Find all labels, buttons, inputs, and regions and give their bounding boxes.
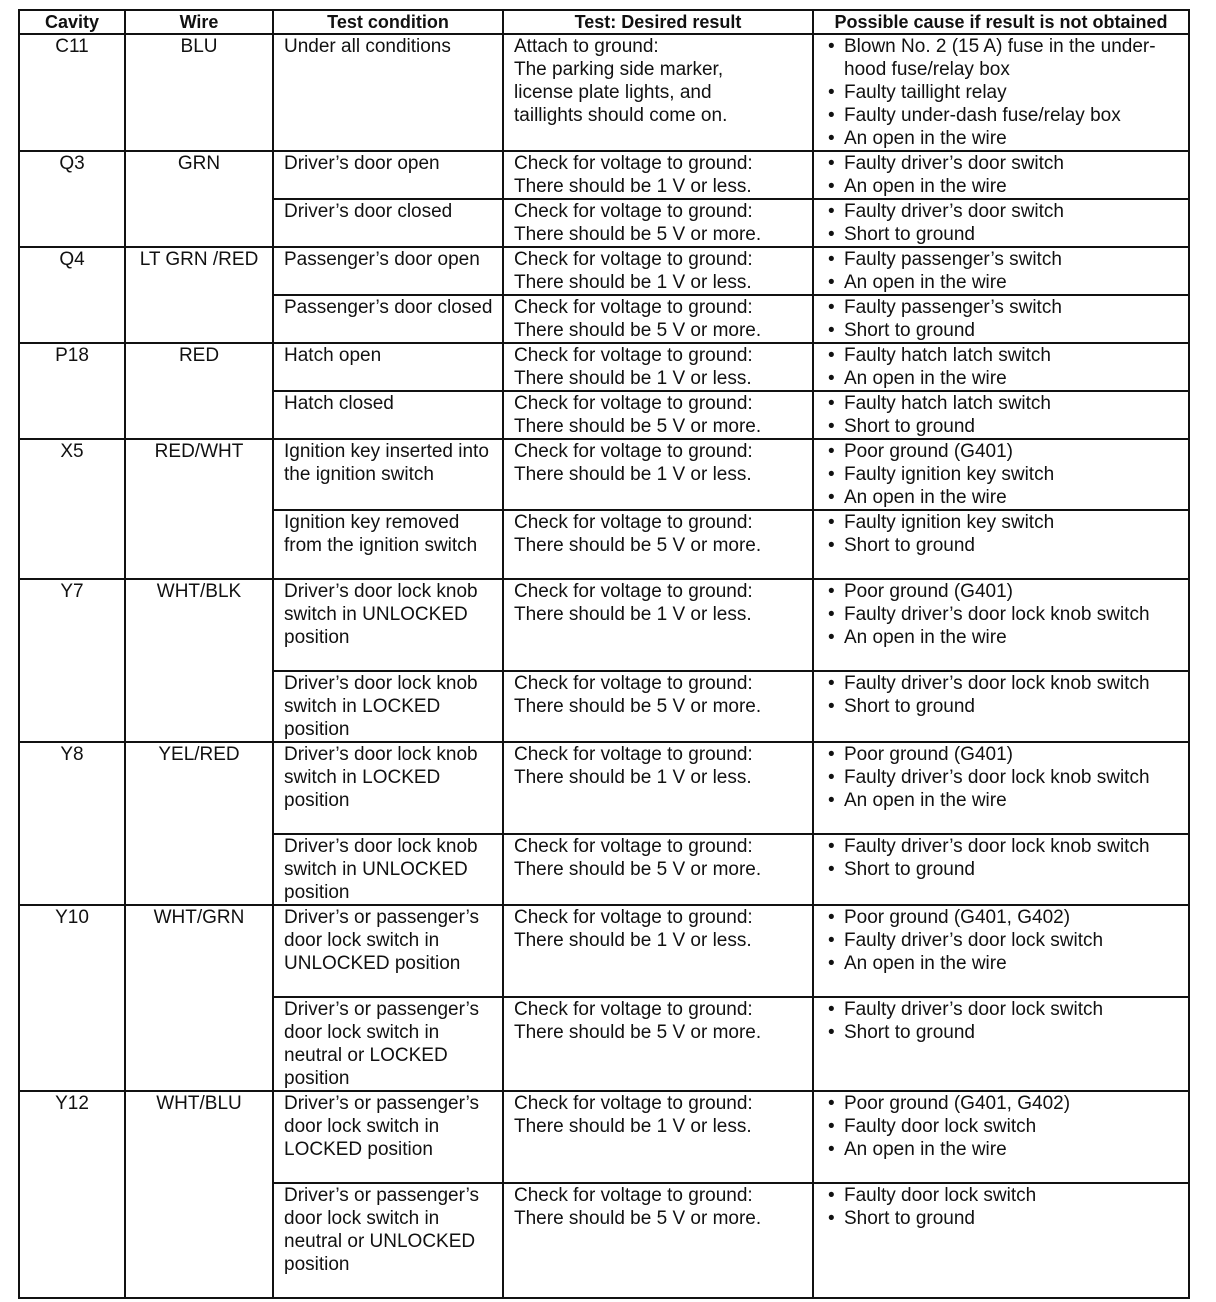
result-line: The parking side marker, <box>514 59 724 80</box>
desired-result-cell <box>503 997 813 1091</box>
cause-list <box>824 580 1184 649</box>
cause-item: • Short to ground <box>824 1021 1184 1044</box>
desired-result-cell <box>503 905 813 997</box>
test-condition-cell: Passenger’s door closed <box>273 295 503 343</box>
cause-item: • An open in the wire <box>824 175 1184 198</box>
cause-list <box>824 344 1184 390</box>
result-line: There should be 1 V or less. <box>514 464 752 485</box>
table-body <box>19 34 1189 1298</box>
test-condition-cell: Ignition key removed from the ignition switch <box>273 510 503 579</box>
wire-cell: RED/WHT <box>125 439 273 579</box>
result-line: There should be 5 V or more. <box>514 1208 762 1229</box>
test-condition-cell: Driver’s door lock knob switch in LOCKED position <box>273 671 503 742</box>
cause-item: • An open in the wire <box>824 952 1184 975</box>
result-line: Check for voltage to ground: <box>514 999 753 1020</box>
cause-item: • Faulty door lock switch <box>824 1115 1184 1138</box>
possible-cause-cell <box>813 1091 1189 1183</box>
desired-result-cell <box>503 151 813 199</box>
result-line: There should be 1 V or less. <box>514 930 752 951</box>
cavity-cell: Y10 <box>19 905 125 1091</box>
result-line: license plate lights, and <box>514 82 712 103</box>
test-condition-cell: Driver’s door open <box>273 151 503 199</box>
cause-item: • Faulty passenger’s switch <box>824 248 1184 271</box>
result-line: There should be 5 V or more. <box>514 1022 762 1043</box>
cause-item: • Faulty under-dash fuse/relay box <box>824 104 1184 127</box>
header-row <box>19 10 1189 34</box>
result-line: Check for voltage to ground: <box>514 581 753 602</box>
result-line: There should be 1 V or less. <box>514 176 752 197</box>
result-line: There should be 1 V or less. <box>514 272 752 293</box>
cause-list <box>824 392 1184 438</box>
result-line: Check for voltage to ground: <box>514 673 753 694</box>
desired-result-cell <box>503 439 813 510</box>
cause-item: • Faulty taillight relay <box>824 81 1184 104</box>
desired-result-cell <box>503 247 813 295</box>
wire-cell: BLU <box>125 34 273 151</box>
test-condition-cell: Hatch closed <box>273 391 503 439</box>
result-line: Check for voltage to ground: <box>514 153 753 174</box>
cause-list <box>824 35 1184 150</box>
possible-cause-cell <box>813 579 1189 671</box>
connector-test-table <box>18 9 1190 1299</box>
cause-list <box>824 835 1184 881</box>
cause-list <box>824 906 1184 975</box>
desired-result-cell <box>503 34 813 151</box>
cause-list <box>824 672 1184 718</box>
cause-item: • Short to ground <box>824 415 1184 438</box>
header-cavity: Cavity <box>19 10 125 34</box>
result-line: Check for voltage to ground: <box>514 393 753 414</box>
test-condition-cell: Driver’s or passenger’s door lock switch in neutral or UNLOCKED position <box>273 1183 503 1298</box>
cause-list <box>824 440 1184 509</box>
result-line: Attach to ground: <box>514 36 659 57</box>
cause-item: • Faulty driver’s door lock knob switch <box>824 603 1184 626</box>
possible-cause-cell <box>813 671 1189 742</box>
table-row <box>19 34 1189 151</box>
possible-cause-cell <box>813 343 1189 391</box>
cause-item: • Faulty driver’s door lock knob switch <box>824 672 1184 695</box>
cavity-cell: X5 <box>19 439 125 579</box>
cavity-cell: Y12 <box>19 1091 125 1298</box>
cause-item: • Faulty hatch latch switch <box>824 392 1184 415</box>
result-line: There should be 1 V or less. <box>514 368 752 389</box>
desired-result-cell <box>503 1183 813 1298</box>
table-row <box>19 742 1189 834</box>
cause-list <box>824 200 1184 246</box>
table-row <box>19 343 1189 391</box>
cause-item: • Faulty driver’s door lock switch <box>824 929 1184 952</box>
header-wire: Wire <box>125 10 273 34</box>
cause-item: • Short to ground <box>824 695 1184 718</box>
test-condition-cell: Under all conditions <box>273 34 503 151</box>
cause-item: • Blown No. 2 (15 A) fuse in the under-hood fuse/relay box <box>824 35 1184 81</box>
possible-cause-cell <box>813 247 1189 295</box>
desired-result-cell <box>503 295 813 343</box>
test-condition-cell: Driver’s door lock knob switch in UNLOCKED position <box>273 579 503 671</box>
result-line: There should be 1 V or less. <box>514 767 752 788</box>
result-line: There should be 5 V or more. <box>514 859 762 880</box>
result-line: There should be 1 V or less. <box>514 1116 752 1137</box>
test-condition-cell: Driver’s or passenger’s door lock switch in LOCKED position <box>273 1091 503 1183</box>
result-line: There should be 5 V or more. <box>514 320 762 341</box>
wire-cell: GRN <box>125 151 273 247</box>
possible-cause-cell <box>813 1183 1189 1298</box>
cause-item: • Short to ground <box>824 858 1184 881</box>
test-condition-cell: Driver’s or passenger’s door lock switch in neutral or LOCKED position <box>273 997 503 1091</box>
test-condition-cell: Passenger’s door open <box>273 247 503 295</box>
cause-item: • Faulty driver’s door switch <box>824 152 1184 175</box>
cause-item: • Faulty driver’s door lock knob switch <box>824 835 1184 858</box>
cause-item: • An open in the wire <box>824 486 1184 509</box>
possible-cause-cell <box>813 199 1189 247</box>
test-condition-cell: Hatch open <box>273 343 503 391</box>
cause-list <box>824 152 1184 198</box>
result-line: Check for voltage to ground: <box>514 249 753 270</box>
cause-item: • Short to ground <box>824 319 1184 342</box>
desired-result-cell <box>503 343 813 391</box>
desired-result-cell <box>503 579 813 671</box>
cavity-cell: Y7 <box>19 579 125 742</box>
wire-cell: RED <box>125 343 273 439</box>
result-line: Check for voltage to ground: <box>514 1093 753 1114</box>
desired-result-cell <box>503 1091 813 1183</box>
result-line: Check for voltage to ground: <box>514 1185 753 1206</box>
cavity-cell: Y8 <box>19 742 125 905</box>
possible-cause-cell <box>813 905 1189 997</box>
result-line: Check for voltage to ground: <box>514 297 753 318</box>
cause-list <box>824 1092 1184 1161</box>
cavity-cell: P18 <box>19 343 125 439</box>
cause-list <box>824 511 1184 557</box>
cause-item: • Faulty passenger’s switch <box>824 296 1184 319</box>
result-line: There should be 5 V or more. <box>514 416 762 437</box>
table-row <box>19 579 1189 671</box>
test-condition-cell: Driver’s door lock knob switch in UNLOCKED position <box>273 834 503 905</box>
test-condition-cell: Driver’s or passenger’s door lock switch in UNLOCKED position <box>273 905 503 997</box>
table-row <box>19 247 1189 295</box>
cause-item: • Short to ground <box>824 534 1184 557</box>
desired-result-cell <box>503 510 813 579</box>
table-row <box>19 905 1189 997</box>
cause-item: • An open in the wire <box>824 789 1184 812</box>
cause-item: • Short to ground <box>824 1207 1184 1230</box>
desired-result-cell <box>503 742 813 834</box>
cause-item: • An open in the wire <box>824 626 1184 649</box>
wire-cell: LT GRN /RED <box>125 247 273 343</box>
result-line: Check for voltage to ground: <box>514 744 753 765</box>
cause-item: • Poor ground (G401, G402) <box>824 1092 1184 1115</box>
result-line: taillights should come on. <box>514 105 728 126</box>
possible-cause-cell <box>813 510 1189 579</box>
result-line: Check for voltage to ground: <box>514 836 753 857</box>
cause-list <box>824 248 1184 294</box>
wire-cell: WHT/BLK <box>125 579 273 742</box>
wire-cell: WHT/BLU <box>125 1091 273 1298</box>
table-row <box>19 439 1189 510</box>
result-line: There should be 1 V or less. <box>514 604 752 625</box>
result-line: Check for voltage to ground: <box>514 907 753 928</box>
desired-result-cell <box>503 671 813 742</box>
result-line: There should be 5 V or more. <box>514 535 762 556</box>
result-line: There should be 5 V or more. <box>514 224 762 245</box>
cause-item: • Faulty driver’s door lock knob switch <box>824 766 1184 789</box>
result-line: Check for voltage to ground: <box>514 512 753 533</box>
cause-list <box>824 998 1184 1044</box>
cause-item: • An open in the wire <box>824 367 1184 390</box>
cause-item: • Poor ground (G401, G402) <box>824 906 1184 929</box>
cause-item: • Faulty ignition key switch <box>824 511 1184 534</box>
cavity-cell: Q4 <box>19 247 125 343</box>
cause-list <box>824 743 1184 812</box>
cause-item: • Faulty hatch latch switch <box>824 344 1184 367</box>
result-line: There should be 5 V or more. <box>514 696 762 717</box>
cause-item: • Poor ground (G401) <box>824 440 1184 463</box>
cavity-cell: C11 <box>19 34 125 151</box>
cause-item: • Short to ground <box>824 223 1184 246</box>
possible-cause-cell <box>813 834 1189 905</box>
cause-item: • An open in the wire <box>824 127 1184 150</box>
desired-result-cell <box>503 391 813 439</box>
header-desired-result: Test: Desired result <box>503 10 813 34</box>
possible-cause-cell <box>813 34 1189 151</box>
desired-result-cell <box>503 834 813 905</box>
wire-cell: WHT/GRN <box>125 905 273 1091</box>
possible-cause-cell <box>813 295 1189 343</box>
cause-list <box>824 1184 1184 1230</box>
test-condition-cell: Driver’s door closed <box>273 199 503 247</box>
cause-item: • Faulty ignition key switch <box>824 463 1184 486</box>
header-test-condition: Test condition <box>273 10 503 34</box>
desired-result-cell <box>503 199 813 247</box>
cavity-cell: Q3 <box>19 151 125 247</box>
header-possible-cause: Possible cause if result is not obtained <box>813 10 1189 34</box>
cause-item: • Poor ground (G401) <box>824 580 1184 603</box>
wire-cell: YEL/RED <box>125 742 273 905</box>
possible-cause-cell <box>813 151 1189 199</box>
result-line: Check for voltage to ground: <box>514 345 753 366</box>
possible-cause-cell <box>813 997 1189 1091</box>
cause-item: • Faulty driver’s door switch <box>824 200 1184 223</box>
cause-item: • Faulty driver’s door lock switch <box>824 998 1184 1021</box>
cause-item: • Poor ground (G401) <box>824 743 1184 766</box>
possible-cause-cell <box>813 742 1189 834</box>
possible-cause-cell <box>813 439 1189 510</box>
cause-item: • An open in the wire <box>824 271 1184 294</box>
cause-item: • An open in the wire <box>824 1138 1184 1161</box>
cause-item: • Faulty door lock switch <box>824 1184 1184 1207</box>
cause-list <box>824 296 1184 342</box>
result-line: Check for voltage to ground: <box>514 441 753 462</box>
table-row <box>19 1091 1189 1183</box>
table-row <box>19 151 1189 199</box>
result-line: Check for voltage to ground: <box>514 201 753 222</box>
test-condition-cell: Ignition key inserted into the ignition switch <box>273 439 503 510</box>
possible-cause-cell <box>813 391 1189 439</box>
test-condition-cell: Driver’s door lock knob switch in LOCKED position <box>273 742 503 834</box>
